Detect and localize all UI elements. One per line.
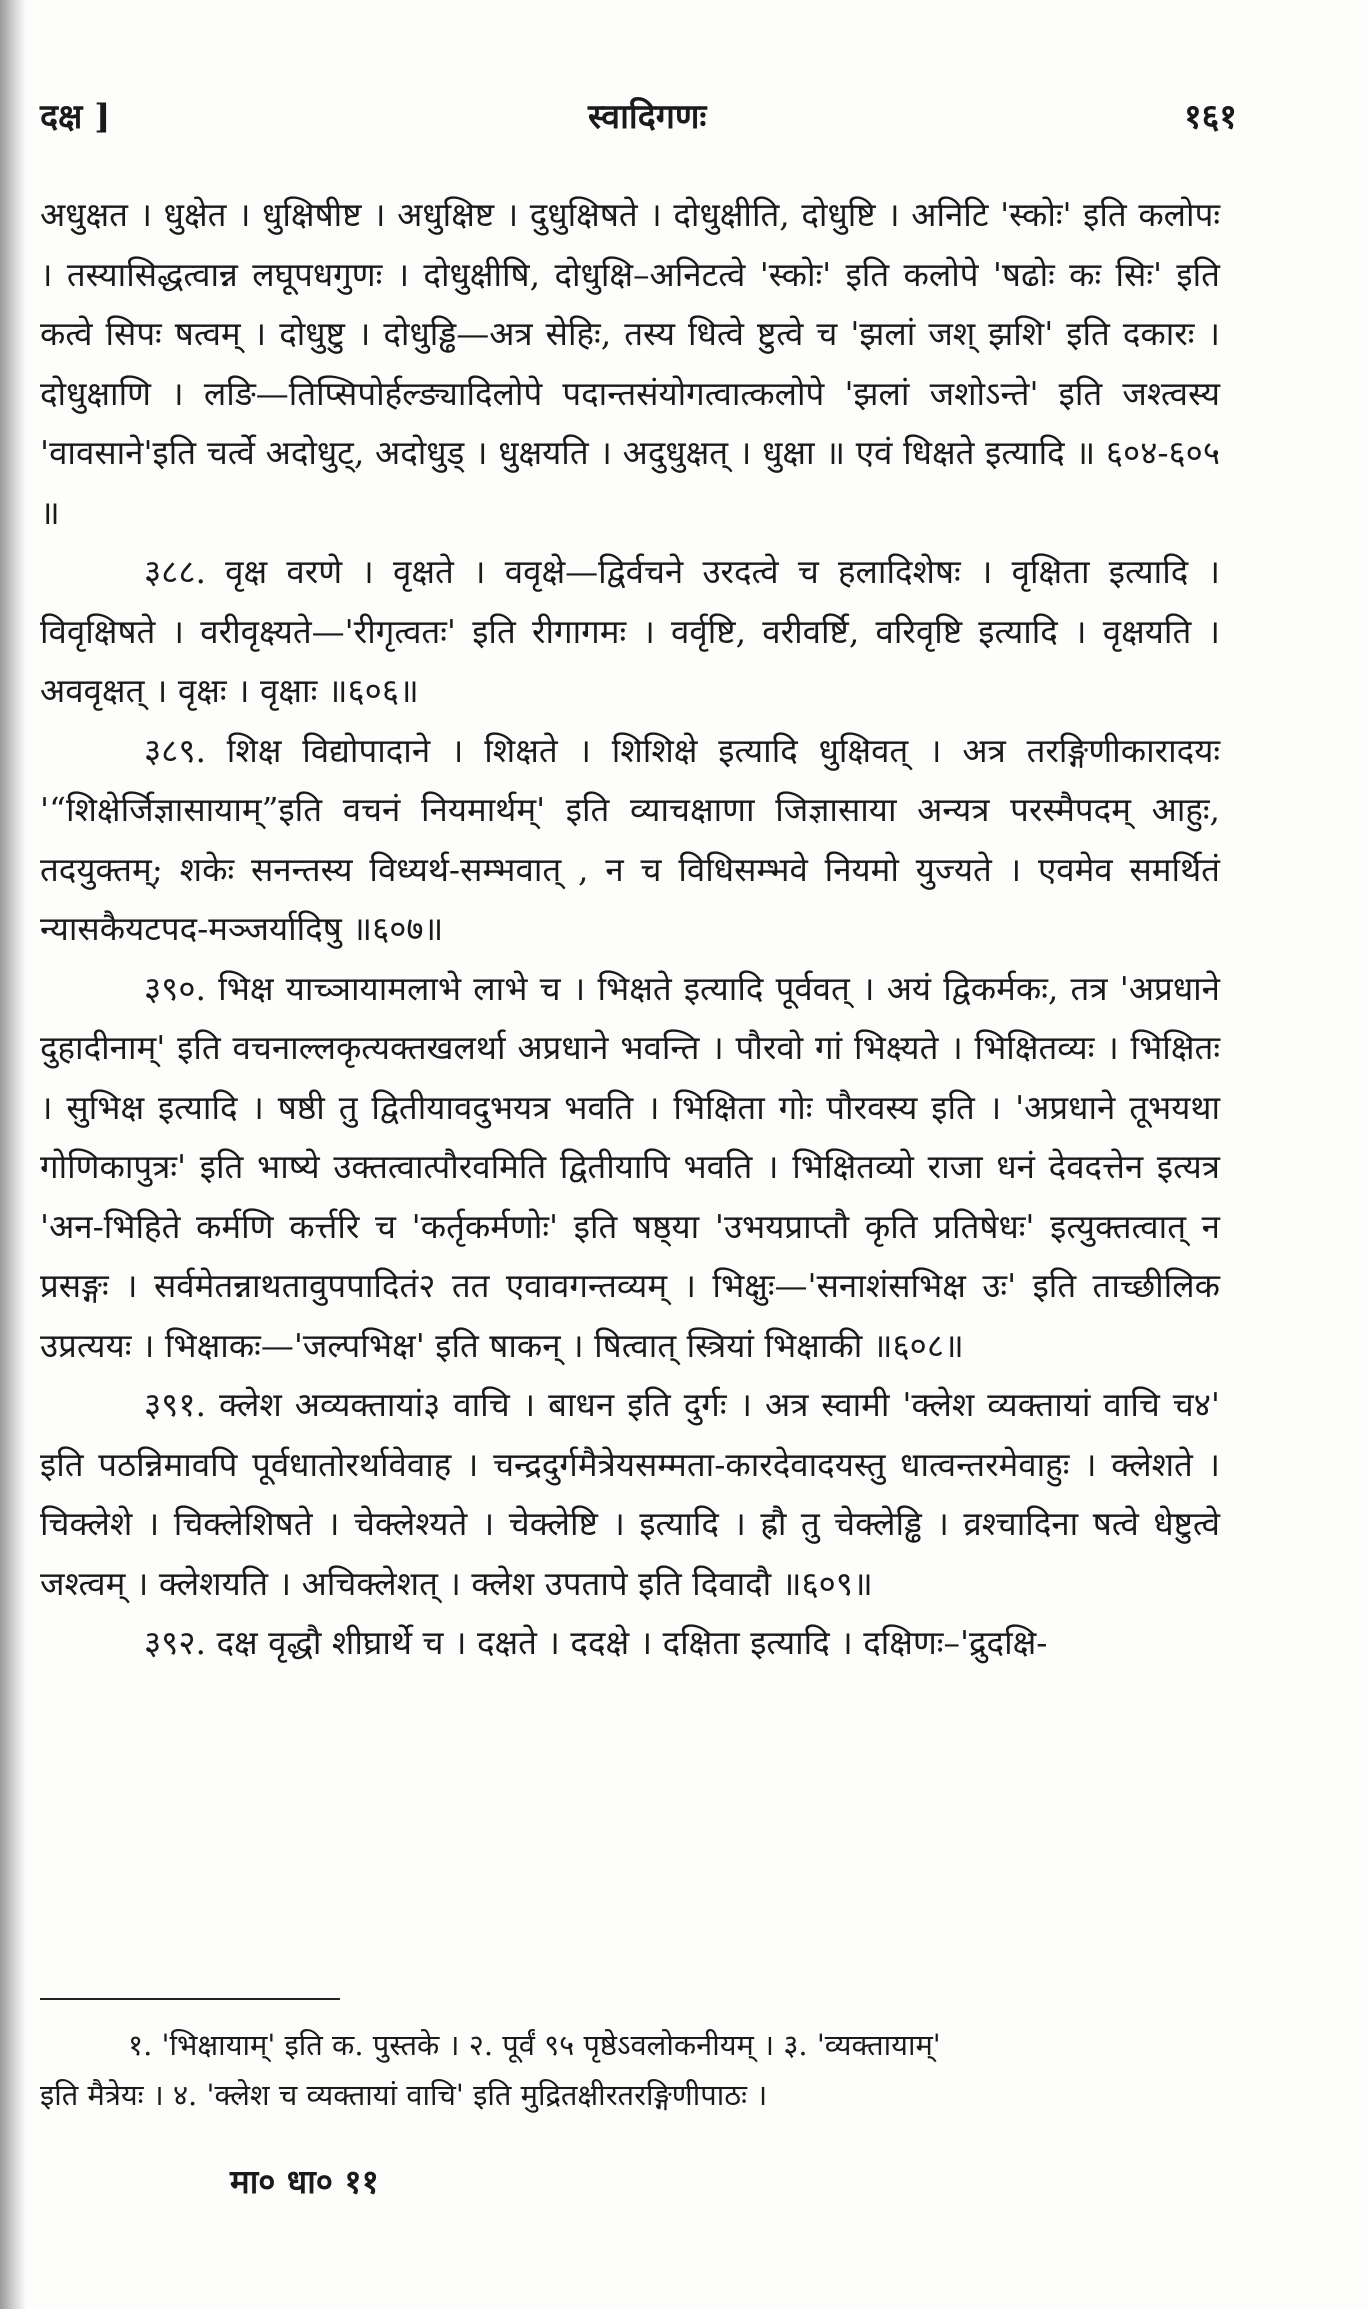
footnote-divider <box>40 1998 340 2000</box>
paragraph-entry-389: ३८९. शिक्ष विद्योपादाने । शिक्षते । शिशिक्षे इत्यादि धुक्षिवत् । अत्र तरङ्गिणीकारादयः '“शिक्षेर्जिज्ञासायाम्”इति वचनं नियमार्थम्' इति व्याचक्षाणा जिज्ञासाया अन्यत्र परस्मैपदम् आहुः, तदयुक्तम्; शकेः सनन्तस्य विध्यर्थ-सम्भवात् , न च विधिसम्भवे नियमो युज्यते । एवमेव समर्थितं न्यासकैयटपद-मञ्जर्यादिषु ॥६०७॥ <box>40 730 1220 948</box>
signature-mark: मा० धा० ११ <box>230 2162 379 2201</box>
footnote-line-2: इति मैत्रेयः । ४. 'क्लेश च व्यक्तायां वाचि' इति मुद्रितक्षीरतरङ्गिणीपाठः । <box>40 2078 768 2112</box>
binding-gutter-shadow <box>0 0 26 2309</box>
running-header <box>40 92 1237 138</box>
page-number: १६१ <box>1183 97 1237 137</box>
header-left-headword: दक्ष ] <box>40 97 111 137</box>
footnotes <box>40 2020 1220 2120</box>
paragraph-entry-390: ३९०. भिक्ष याच्ञायामलाभे लाभे च । भिक्षते इत्यादि पूर्ववत् । अयं द्विकर्मकः, तत्र 'अप्रधाने दुहादीनाम्' इति वचनाल्लकृत्यक्तखलर्था अप्रधाने भवन्ति । पौरवो गां भिक्ष्यते । भिक्षितव्यः । भिक्षितः । सुभिक्ष इत्यादि । षष्ठी तु द्वितीयावदुभयत्र भवति । भिक्षिता गोः पौरवस्य इति । 'अप्रधाने तूभयथा गोणिकापुत्रः' इति भाष्ये उक्तत्वात्पौरवमिति द्वितीयापि भवति । भिक्षितव्यो राजा धनं देवदत्तेन इत्यत्र 'अन-भिहिते कर्मणि कर्त्तरि च 'कर्तृकर्मणोः' इति षष्ठ्या 'उभयप्राप्तौ कृति प्रतिषेधः' इत्युक्तत्वात् न प्रसङ्गः । सर्वमेतन्नाथतावुपपादितं२ तत एवावगन्तव्यम् । भिक्षुः—'सनाशंसभिक्ष उः' इति ताच्छीलिक उप्रत्ययः । भिक्षाकः—'जल्पभिक्ष' इति षाकन् । षित्वात् स्त्रियां भिक्षाकी ॥६०८॥ <box>40 968 1220 1365</box>
header-section-title: स्वादिगणः <box>587 97 707 137</box>
paragraph-continuation: अधुक्षत । धुक्षेत । धुक्षिषीष्ट । अधुक्षिष्ट । दुधुक्षिषते । दोधुक्षीति, दोधुष्टि । अनिटि 'स्कोः' इति कलोपः । तस्यासिद्धत्वान्न लघूपधगुणः । दोधुक्षीषि, दोधुक्षि–अनिटत्वे 'स्कोः' इति कलोपे 'षढोः कः सिः' इति कत्वे सिपः षत्वम् । दोधुष्टु । दोधुड्ढि—अत्र सेहिः, तस्य धित्वे ष्टुत्वे च 'झलां जश् झशि' इति दकारः । दोधुक्षाणि । लङि—तिप्सिपोर्हल्ङ्यादिलोपे पदान्तसंयोगत्वात्कलोपे 'झलां जशोऽन्ते' इति जश्त्वस्य 'वावसाने'इति चर्त्वे अदोधुट्, अदोधुड् । धुक्षयति । अदुधुक्षत् । धुक्षा ॥ एवं धिक्षते इत्यादि ॥ ६०४-६०५ ॥ <box>40 195 1220 532</box>
paragraph-entry-388: ३८८. वृक्ष वरणे । वृक्षते । ववृक्षे—द्विर्वचने उरदत्वे च हलादिशेषः । वृक्षिता इत्यादि । विवृक्षिषते । वरीवृक्ष्यते—'रीगृत्वतः' इति रीगागमः । वर्वृष्टि, वरीवर्ष्टि, वरिवृष्टि इत्यादि । वृक्षयति । अववृक्षत् । वृक्षः । वृक्षाः ॥६०६॥ <box>40 552 1220 710</box>
main-text <box>40 185 1220 1673</box>
footnote-line-1: १. 'भिक्षायाम्' इति क. पुस्तके । २. पूर्वं ९५ पृष्ठेऽवलोकनीयम् । ३. 'व्यक्तायाम्' <box>128 2028 941 2062</box>
paragraph-entry-391: ३९१. क्लेश अव्यक्तायां३ वाचि । बाधन इति दुर्गः । अत्र स्वामी 'क्लेश व्यक्तायां वाचि च४' इति पठन्निमावपि पूर्वधातोरर्थावेवाह । चन्द्रदुर्गमैत्रेयसम्मता-कारदेवादयस्तु धात्वन्तरमेवाहुः । क्लेशते । चिक्लेशे । चिक्लेशिषते । चेक्लेश्यते । चेक्लेष्टि । इत्यादि । ह्रौ तु चेक्लेड्ढि । व्रश्चादिना षत्वे धेष्टुत्वे जश्त्वम् । क्लेशयति । अचिक्लेशत् । क्लेश उपतापे इति दिवादौ ॥६०९॥ <box>40 1385 1220 1603</box>
paragraph-entry-392: ३९२. दक्ष वृद्धौ शीघ्रार्थे च । दक्षते । ददक्षे । दक्षिता इत्यादि । दक्षिणः–'द्रुदक्षि- <box>144 1623 1048 1662</box>
